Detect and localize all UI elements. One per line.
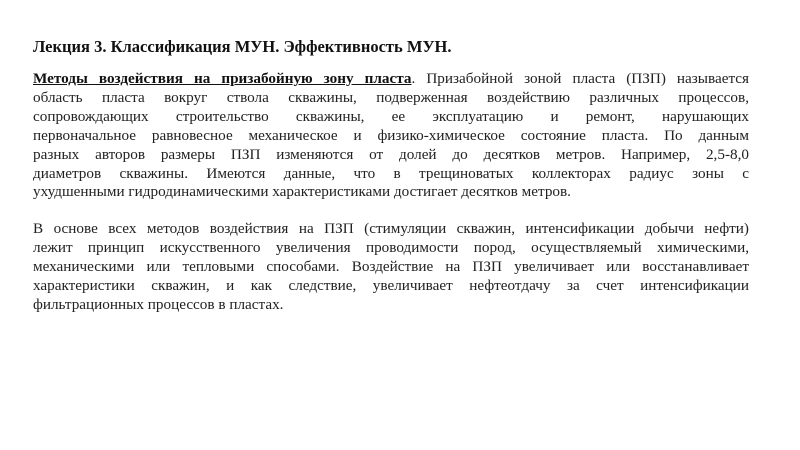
text-line: В основе всех методов воздействия на ПЗП (стимуляции скважин, интенсификации добычи нефти)	[33, 220, 749, 237]
text-line: диаметров скважины. Имеются данные, что в трещиноватых коллекторах радиус зоны с	[33, 164, 749, 182]
text-line: ухудшенными гидродинамическими характеристиками достигает десятков метров.	[33, 183, 571, 201]
text-line: характеристики скважин, и как следствие, увеличивает нефтеотдачу за счет интенсификации	[33, 276, 749, 294]
text-line: сопровождающих строительство скважины, ее эксплуатацию и ремонт, нарушающих	[33, 107, 749, 125]
paragraph-pzp-definition	[33, 70, 749, 202]
text-line: механическими или тепловыми способами. Воздействие на ПЗП увеличивает или восстанавливает	[33, 257, 749, 275]
paragraph-stimulation-methods	[33, 220, 749, 315]
text-fragment: . Призабойной зоной пласта (ПЗП) называется	[411, 70, 749, 87]
text-line: фильтрационных процессов в пластах.	[33, 295, 284, 313]
text-line: область пласта вокруг ствола скважины, подверженная воздействию различных процессов,	[33, 88, 749, 106]
text-line	[33, 70, 749, 89]
section-heading-inline: Методы воздействия на призабойную зону пласта	[33, 70, 412, 87]
text-line: разных авторов размеры ПЗП изменяются от долей до десятков метров. Например, 2,5-8,0	[33, 145, 749, 163]
lecture-title: Лекция 3. Классификация МУН. Эффективность МУН.	[33, 37, 452, 56]
text-line: первоначальное равновесное механическое и физико-химическое состояние пласта. По данным	[33, 126, 749, 144]
text-line: лежит принцип искусственного увеличения проводимости пород, осуществляемый химическими,	[33, 238, 749, 256]
